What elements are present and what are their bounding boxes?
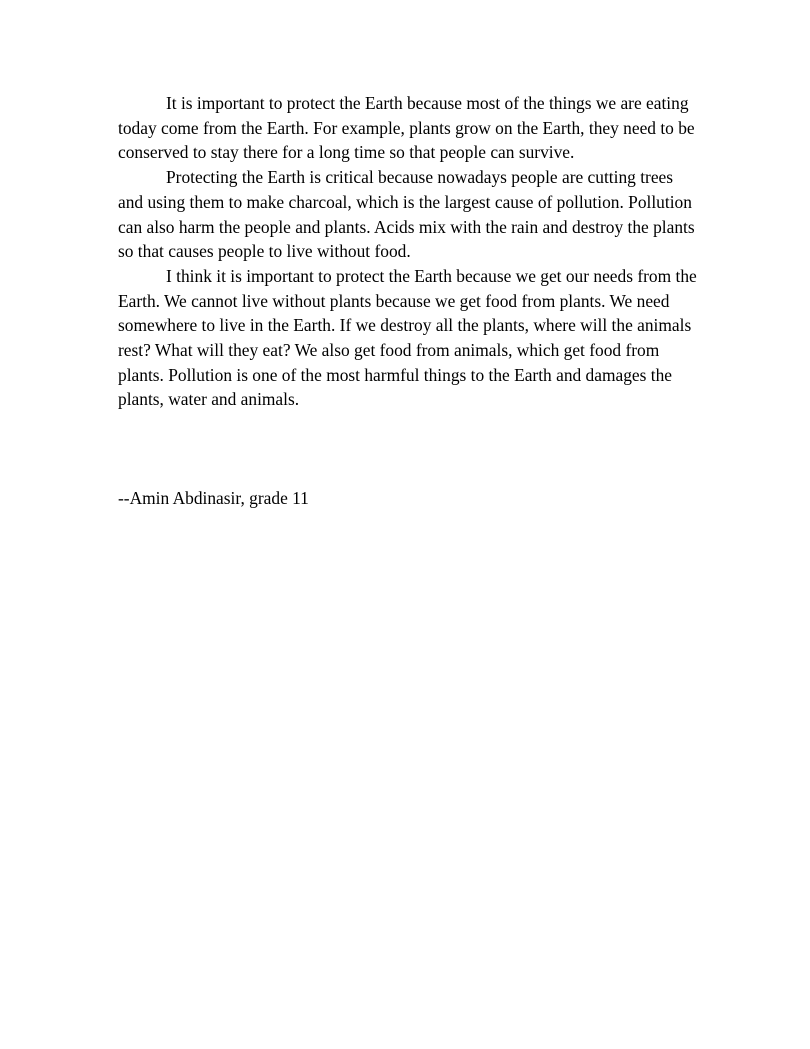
author-signature: --Amin Abdinasir, grade 11 [118,488,309,508]
paragraph-2: Protecting the Earth is critical because nowadays people are cutting trees and using them to make charcoal, which is the largest cause of pollution. Pollution can also harm the people and plants. Acids mix with the rain and destroy the plants so that causes people to live without food. [118,167,695,262]
essay-body [118,91,698,412]
paragraph-3: I think it is important to protect the Earth because we get our needs from the Earth. We cannot live without plants because we get food from plants. We need somewhere to live in the Earth. If we destroy all the plants, where will the animals rest? What will they eat? We also get food from animals, which get food from plants. Pollution is one of the most harmful things to the Earth and damages the plants, water and animals. [118,265,697,410]
paragraph-1: It is important to protect the Earth because most of the things we are eating today come from the Earth. For example, plants grow on the Earth, they need to be conserved to stay there for a long time so that people can survive. [118,93,695,163]
